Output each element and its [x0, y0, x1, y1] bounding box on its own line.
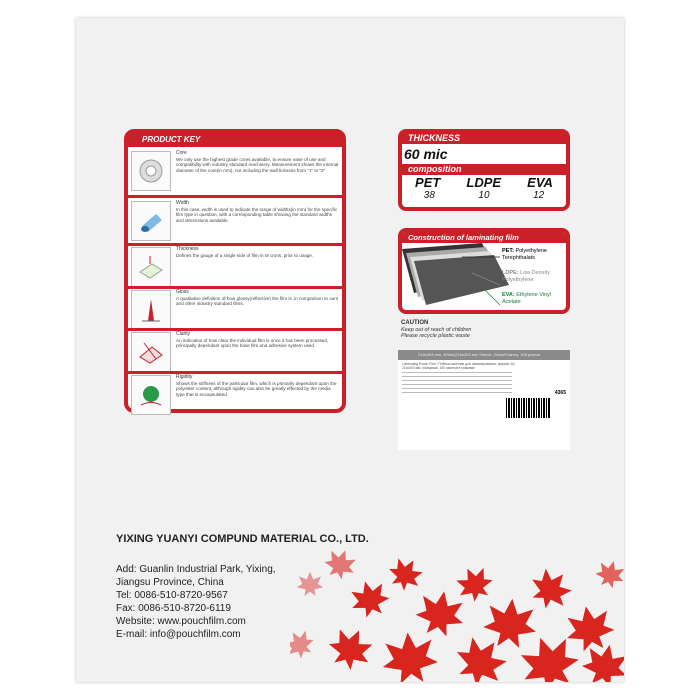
item-title: Width: [176, 200, 189, 206]
film-layers-diagram: [402, 243, 512, 311]
item-title: Rigidity: [176, 374, 193, 380]
item-desc: A qualitative definition of how glossy(reflective) the film is ,in comparison to ours and other industry standard films.: [176, 295, 339, 307]
width-roll-icon: [131, 201, 171, 241]
product-key-item-thickness: [131, 247, 340, 287]
item-desc: Shows the stiffness of the particular film, which is primarily dependant upon the polyester content, although rigidity can also be greatly effected by the media type that is encapsulated.: [176, 380, 337, 397]
value-ldpe: 10: [478, 190, 490, 201]
label-header-bar: 216x303 mm, 60mic(216x303 mic Sleeve, Gloss/Глянец, 100 pcs/шт: [398, 350, 570, 360]
product-key-item-core: [131, 151, 340, 191]
construction-panel: [398, 228, 570, 314]
value-eva: 12: [533, 190, 545, 201]
rigidity-icon: [131, 375, 171, 415]
product-key-title: PRODUCT KEY: [128, 133, 342, 147]
core-icon: [131, 151, 171, 191]
thickness-panel: [398, 129, 570, 211]
value-pet: 38: [423, 190, 435, 201]
divider: [128, 195, 342, 198]
product-key-panel: [124, 129, 346, 413]
address-line-2: Jiangsu Province, China: [116, 577, 224, 588]
gloss-icon: [131, 290, 171, 330]
item-title: Core: [176, 150, 187, 156]
layer-eva: EVA: Ethylene Vinyl Acetate: [502, 292, 552, 305]
header-ldpe: LDPE: [466, 175, 502, 190]
composition-headers: [402, 175, 566, 190]
product-key-item-rigidity: [131, 375, 340, 415]
layer-pet: PET: Polyethylene Terephthalats: [502, 248, 547, 261]
composition-values: [402, 190, 566, 201]
item-desc: In this case, width is used to indicate the range of widths(in mm) for the specific film type in question, with a corresponding table showing the standard widths and dimensions available.: [176, 206, 338, 223]
product-key-item-width: [131, 201, 340, 241]
thickness-title: THICKNESS: [402, 133, 566, 144]
clarity-icon: [131, 332, 171, 372]
product-key-item-clarity: [131, 332, 340, 372]
label-fine-print: [402, 372, 512, 396]
caution-note: CAUTION Keep out of reach of children Please recycle plastic waste: [401, 320, 472, 339]
composition-label: composition: [402, 164, 566, 175]
thickness-icon: [131, 247, 171, 287]
label-code: 4365: [554, 390, 566, 396]
divider: [128, 328, 342, 331]
fax: Fax: 0086-510-8720-6119: [116, 603, 231, 614]
item-desc: An indication of how clear the individual film is once it has been processed, principally dependant upon the base film and adhesive system used.: [176, 337, 329, 349]
header-pet: PET: [415, 175, 441, 190]
item-title: Gloss: [176, 289, 189, 295]
divider: [128, 286, 342, 289]
address-line-1: Add: Guanlin Industrial Park, Yixing,: [116, 564, 276, 575]
item-desc: Defines the gauge of a single side of film in M crons, prior to usage.: [176, 252, 314, 258]
website: Website: www.pouchfilm.com: [116, 616, 246, 627]
header-eva: EVA: [527, 175, 553, 190]
maple-leaves-decoration: [290, 545, 624, 682]
product-label-sticker: [398, 350, 570, 450]
label-line: Laminating Pouch Film / Плёнка пакетная для ламинирования, формат А4: [402, 362, 515, 366]
item-desc: We only use the highest grade cores available, to ensure ease of use and compatibility with industry standard machinery. Measurement shows the internal diameter of the core(in mm), not including the wall tickness from "1" to "3": [176, 156, 339, 173]
label-line: 216x303 мм, глянцевая, 100 пакетов в упаковке: [402, 366, 475, 371]
product-key-item-gloss: [131, 290, 340, 330]
barcode: [506, 398, 550, 418]
layer-ldpe: LDPE: Low Density Polyethylene: [502, 270, 550, 283]
divider: [128, 371, 342, 374]
email: E-mail: info@pouchfilm.com: [116, 629, 241, 640]
construction-title: Construction of laminating film: [402, 232, 566, 243]
tel: Tel: 0086-510-8720-9567: [116, 590, 228, 601]
item-title: Clarity: [176, 331, 191, 337]
company-name: YIXING YUANYI COMPUND MATERIAL CO., LTD.: [116, 533, 369, 545]
thickness-value: 60 mic: [404, 146, 448, 162]
item-title: Thickness: [176, 246, 199, 252]
divider: [128, 243, 342, 246]
